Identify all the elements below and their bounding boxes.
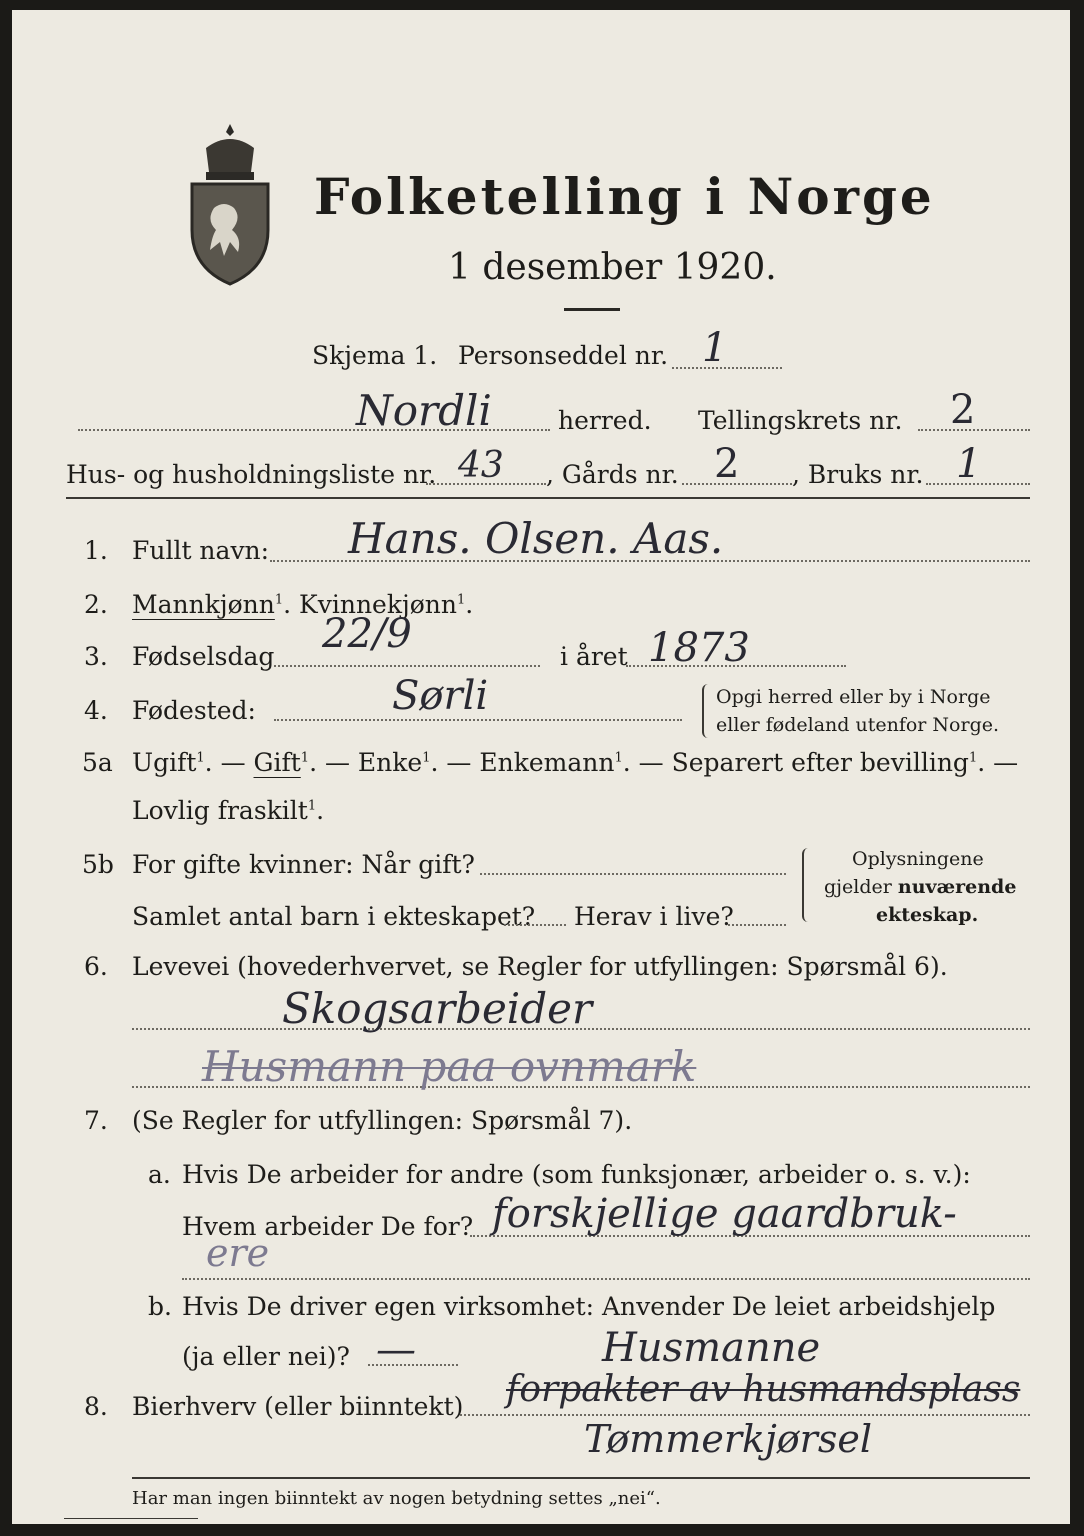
personseddel-label: Personseddel nr. [458, 341, 669, 370]
birth-year-value[interactable]: 1873 [648, 625, 750, 671]
q5b-children-line [504, 924, 566, 926]
q5b-label2: Samlet antal barn i ekteskapet? [132, 902, 536, 931]
dash: — [220, 748, 246, 777]
q7-number: 7. [84, 1106, 108, 1135]
q7a-label2: Hvem arbeider De for? [182, 1212, 474, 1241]
q7a-label1: Hvis De arbeider for andre (som funksjonær, arbeider o. s. v.): [182, 1160, 971, 1189]
footnote-rule [64, 1518, 198, 1519]
q7b-number: b. [148, 1292, 172, 1321]
coat-of-arms-icon [184, 118, 276, 288]
form-title: Folketelling i Norge [314, 167, 935, 226]
herred-label: herred. [558, 406, 652, 435]
header-rule [66, 497, 1030, 499]
q6-number: 6. [84, 952, 108, 981]
q4-line [274, 719, 682, 721]
dash: — [446, 748, 472, 777]
male-option[interactable]: Mannkjønn [132, 590, 275, 619]
footer-note: Har man ingen biinntekt av nogen betydning settes „nei“. [132, 1488, 661, 1509]
birthplace-value[interactable]: Sørli [392, 673, 489, 719]
q7a-line2 [182, 1278, 1030, 1280]
dash: — [638, 748, 664, 777]
bruks-value[interactable]: 1 [956, 441, 982, 487]
footer-rule [132, 1477, 1030, 1479]
schema-label: Skjema 1. [312, 341, 438, 370]
separert-option[interactable]: Separert efter bevilling [671, 748, 969, 777]
q7b-label1: Hvis De driver egen virksomhet: Anvender De leiet arbeidshjelp [182, 1292, 996, 1321]
q3-number: 3. [84, 642, 108, 671]
q5a-options: Ugift$^1$. — Gift$^1$. — Enke$^1$. — Enkemann$^1$. — Separert efter bevilling$^1$. — [132, 748, 1019, 777]
enkemann-option[interactable]: Enkemann [479, 748, 615, 777]
q5b-label1: For gifte kvinner: Når gift? [132, 850, 475, 879]
q8-label: Bierhverv (eller biinntekt) [132, 1392, 464, 1421]
tellingskrets-value[interactable]: 2 [950, 387, 976, 433]
q4-note-line2: eller fødeland utenfor Norge. [716, 714, 1000, 736]
q5b-note3: ekteskap. [876, 904, 979, 926]
form-date: 1 desember 1920. [448, 247, 777, 288]
q7a-number: a. [148, 1160, 171, 1189]
employer-value[interactable]: forskjellige gaardbruk- [492, 1191, 957, 1237]
q7b-label2: (ja eller nei)? [182, 1342, 350, 1371]
title-divider [564, 308, 620, 311]
side-income-value-below[interactable]: Tømmerkjørsel [584, 1417, 872, 1461]
full-name-value[interactable]: Hans. Olsen. Aas. [348, 514, 724, 563]
occupation-value-struck[interactable]: Husmann paa ovnmark [202, 1042, 697, 1091]
female-option[interactable]: Kvinnekjønn [299, 590, 457, 619]
gards-value[interactable]: 2 [714, 441, 740, 487]
q5b-note2 [824, 876, 1016, 898]
husliste-value[interactable]: 43 [458, 445, 504, 486]
q4-note-line1: Opgi herred eller by i Norge [716, 686, 991, 708]
dash: — [324, 748, 350, 777]
q5b-note1: Oplysningene [852, 848, 984, 870]
q5b-married-line [480, 873, 786, 875]
q4-note-brace [702, 684, 710, 738]
hired-help-value[interactable]: — [376, 1327, 416, 1373]
side-income-value-struck[interactable]: forpakter av husmandsplass [506, 1369, 1021, 1410]
q3-label: Fødselsdag [132, 642, 275, 671]
q4-label: Fødested: [132, 696, 256, 725]
personseddel-value[interactable]: 1 [702, 325, 728, 371]
q5b-label3: Herav i live? [574, 902, 734, 931]
q5b-alive-line [728, 924, 786, 926]
ugift-option[interactable]: Ugift [132, 748, 197, 777]
dash: — [993, 748, 1019, 777]
q3-day-line [274, 665, 540, 667]
gift-option[interactable]: Gift [253, 748, 301, 777]
q1-number: 1. [84, 536, 108, 565]
gards-label: , Gårds nr. [546, 460, 679, 489]
tellingskrets-label: Tellingskrets nr. [698, 406, 903, 435]
q2-number: 2. [84, 590, 108, 619]
census-form [12, 10, 1070, 1524]
husliste-label: Hus- og husholdningsliste nr. [66, 460, 437, 489]
enke-option[interactable]: Enke [357, 748, 423, 777]
q7-label: (Se Regler for utfyllingen: Spørsmål 7). [132, 1106, 633, 1135]
q5b-number: 5b [82, 850, 114, 879]
q5b-note-brace [802, 848, 810, 922]
bruks-label: , Bruks nr. [792, 460, 924, 489]
q5a-number: 5a [82, 748, 113, 777]
q1-label: Fullt navn: [132, 536, 270, 565]
q3-year-label: i året [560, 642, 628, 671]
fraskilt-line: Lovlig fraskilt$^1$. [132, 796, 325, 825]
fraskilt-option[interactable]: Lovlig fraskilt [132, 796, 308, 825]
q5b-note2a: gjelder [824, 876, 892, 898]
q4-number: 4. [84, 696, 108, 725]
q8-number: 8. [84, 1392, 108, 1421]
birthday-value[interactable]: 22/9 [322, 611, 412, 657]
occupation-value[interactable]: Skogsarbeider [282, 984, 593, 1033]
employer-value-cont[interactable]: ere [206, 1231, 270, 1275]
q5b-note2b: nuværende [897, 876, 1017, 898]
q8-line [460, 1414, 1030, 1416]
q2-options: Mannkjønn$^1$. Kvinnekjønn$^1$. [132, 590, 474, 619]
herred-value[interactable]: Nordli [356, 386, 492, 435]
q6-label: Levevei (hovederhvervet, se Regler for utfyllingen: Spørsmål 6). [132, 952, 948, 981]
side-income-value-above[interactable]: Husmanne [602, 1325, 821, 1371]
